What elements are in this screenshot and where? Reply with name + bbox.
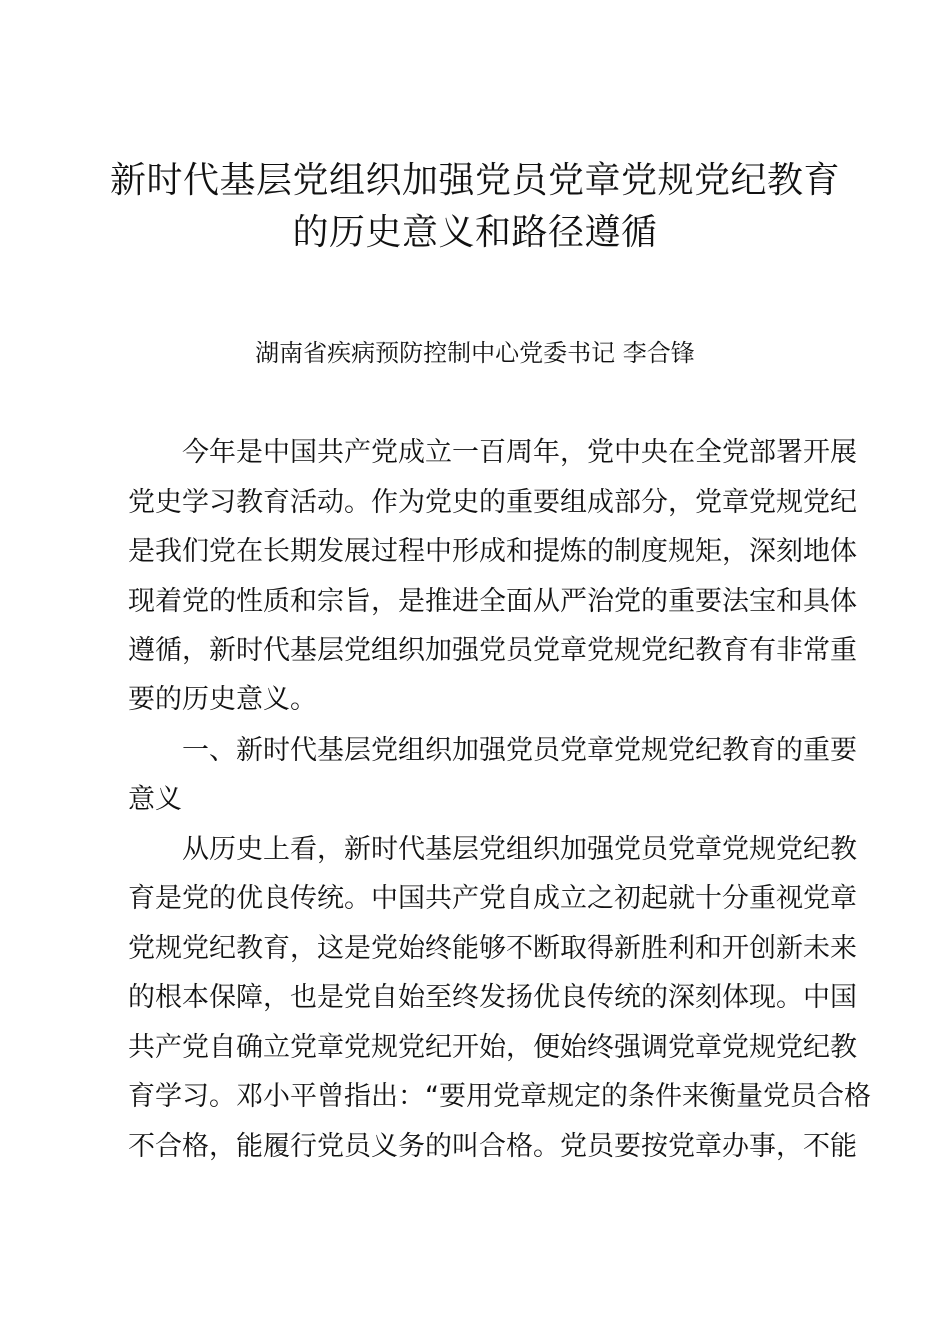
body-line: 是我们党在长期发展过程中形成和提炼的制度规矩，深刻地体 [128, 536, 857, 567]
body-line: 要的历史意义。 [128, 684, 317, 715]
body-line: 从历史上看，新时代基层党组织加强党员党章党规党纪教 [182, 834, 857, 865]
section-heading-line: 意义 [128, 784, 182, 815]
section-heading-line: 一、新时代基层党组织加强党员党章党规党纪教育的重要 [182, 735, 857, 766]
body-line: 的根本保障，也是党自始至终发扬优良传统的深刻体现。中国 [128, 982, 857, 1013]
body-line: 育是党的优良传统。中国共产党自成立之初起就十分重视党章 [128, 883, 857, 914]
body-line: 今年是中国共产党成立一百周年，党中央在全党部署开展 [182, 437, 857, 468]
body-line: 党史学习教育活动。作为党史的重要组成部分，党章党规党纪 [128, 487, 857, 518]
author-byline: 湖南省疾病预防控制中心党委书记 李合锋 [255, 339, 695, 367]
body-line: 党规党纪教育，这是党始终能够不断取得新胜利和开创新未来 [128, 933, 857, 964]
body-line: 现着党的性质和宗旨，是推进全面从严治党的重要法宝和具体 [128, 586, 857, 617]
document-title-line-1: 新时代基层党组织加强党员党章党规党纪教育 [109, 160, 840, 201]
body-line: 共产党自确立党章党规党纪开始，便始终强调党章党规党纪教 [128, 1032, 857, 1063]
body-line: 不合格，能履行党员义务的叫合格。党员要按党章办事，不能 [128, 1131, 857, 1162]
document-title-line-2: 的历史意义和路径遵循 [292, 212, 658, 253]
body-line: 遵循，新时代基层党组织加强党员党章党规党纪教育有非常重 [128, 635, 857, 666]
body-line: 育学习。邓小平曾指出：“要用党章规定的条件来衡量党员合格 [128, 1081, 871, 1112]
